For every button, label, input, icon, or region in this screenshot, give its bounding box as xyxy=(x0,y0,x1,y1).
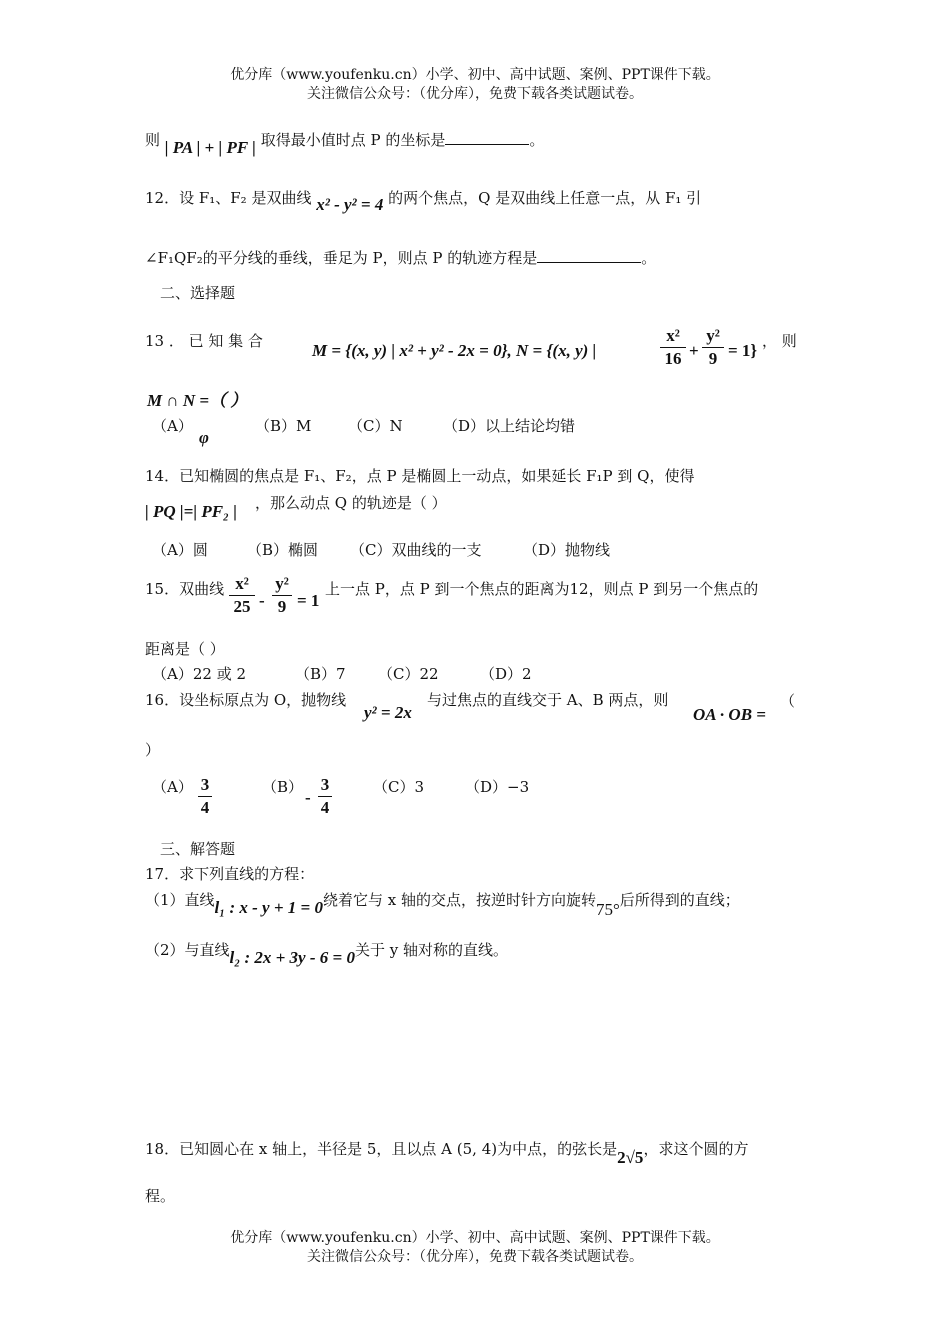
q12-math: x² - y² = 4 xyxy=(316,195,384,214)
q13-frac-1-den: 16 xyxy=(664,349,682,368)
q17-part-1 xyxy=(145,890,740,919)
q17-part-2-a: （2）与直线 xyxy=(145,941,230,959)
q11-prefix: 则 xyxy=(145,131,161,149)
q15-option-b: （B）7 xyxy=(295,665,346,683)
q14-line-2: ，那么动点 Q 的轨迹是（ ） xyxy=(255,494,447,512)
q12-line-1 xyxy=(145,188,702,214)
q16-prefix: 16．设坐标原点为 O，抛物线 xyxy=(145,691,347,709)
q17-stem: 17．求下列直线的方程： xyxy=(145,865,315,883)
q13-num: 13 ． 已 知 集 合 xyxy=(145,332,263,350)
q15-option-a: （A）22 或 2 xyxy=(152,665,246,683)
q13-math-m: M = {(x, y) | x² + y² - 2x = 0}, N = {(x, y) | xyxy=(312,341,597,360)
footer-line-2: 关注微信公众号：（优分库），免费下载各类试题试卷。 xyxy=(307,1249,643,1265)
q16-option-a-frac: 3 4 xyxy=(198,775,212,818)
header-line-1: 优分库（www.youfenku.cn）小学、初中、高中试题、案例、PPT课件下载。 xyxy=(230,67,720,83)
q12-text-b: 的两个焦点，Q 是双曲线上任意一点，从 F₁ 引 xyxy=(388,189,702,207)
q15-prefix: 15．双曲线 xyxy=(145,580,225,598)
q15-frac-1-den: 25 xyxy=(233,597,251,616)
q15-frac-1-num: x² xyxy=(235,574,249,593)
q16-math: y² = 2x xyxy=(364,703,412,722)
q12-end: 。 xyxy=(641,249,657,267)
q15-frac-1 xyxy=(229,574,255,617)
q15-minus: - xyxy=(259,591,265,610)
q16-option-a: （A） xyxy=(152,778,193,796)
section-2-title: 二、选择题 xyxy=(160,284,236,302)
q15-line-2: 距离是（ ） xyxy=(145,640,225,658)
q15-frac-2-den: 9 xyxy=(277,597,287,616)
q18-math: 2√5 xyxy=(617,1148,644,1167)
q13-frac-2-num: y² xyxy=(706,326,720,345)
q16-text: 与过焦点的直线交于 A、B 两点，则 xyxy=(427,691,669,709)
q11-blank xyxy=(445,130,529,145)
q16-option-c: （C）3 xyxy=(373,778,425,796)
q14-option-a: （A）圆 xyxy=(152,541,208,559)
q15-frac-2 xyxy=(272,574,292,617)
footer-line-1: 优分库（www.youfenku.cn）小学、初中、高中试题、案例、PPT课件下载。 xyxy=(230,1230,720,1246)
q18-text: 18．已知圆心在 x 轴上，半径是 5，且以点 A (5, 4)为中点，的弦长是 xyxy=(145,1140,618,1158)
q13-tail: ， 则 xyxy=(762,332,797,350)
q16-paren-close: ） xyxy=(145,741,161,759)
q17-part-2 xyxy=(145,940,508,967)
q14-option-d: （D）抛物线 xyxy=(523,541,611,559)
q14-line-1: 14．已知椭圆的焦点是 F₁、F₂，点 P 是椭圆上一动点，如果延长 F₁P 到 Q，使得 xyxy=(145,467,695,485)
q17-part-2-b: 关于 y 轴对称的直线。 xyxy=(354,941,508,959)
q17-part-1-b: 绕着它与 x 轴的交点，按逆时针方向旋转 xyxy=(322,891,596,909)
q16-paren-open: （ xyxy=(780,692,796,710)
q18-line-2: 程。 xyxy=(145,1187,176,1205)
q17-part-2-math: l₂ : 2x + 3y - 6 = 0 xyxy=(229,948,355,967)
q18-line-1 xyxy=(145,1139,749,1167)
q11-text: 取得最小值时点 P 的坐标是 xyxy=(260,131,446,149)
q11-line xyxy=(145,130,545,157)
q13-option-d: （D）以上结论均错 xyxy=(443,417,576,435)
q13-option-c: （C）N xyxy=(348,417,403,435)
q16-option-d: （D）−3 xyxy=(465,778,530,796)
section-3-title: 三、解答题 xyxy=(160,840,236,858)
q17-part-1-c: 后所得到的直线； xyxy=(619,891,740,909)
q17-part-1-a: （1）直线 xyxy=(145,891,215,909)
q12-blank xyxy=(537,248,641,263)
q15-option-c: （C）22 xyxy=(378,665,439,683)
q15-text: 上一点 P，点 P 到一个焦点的距离为12，则点 P 到另一个焦点的 xyxy=(325,580,759,598)
q16-option-b-frac: 3 4 xyxy=(318,775,332,818)
q16-option-b: （B） xyxy=(262,778,304,796)
q12-text-a: 12．设 F₁、F₂ 是双曲线 xyxy=(145,189,312,207)
q16-math-2: OA · OB = xyxy=(693,705,766,724)
q14-option-c: （C）双曲线的一支 xyxy=(350,541,482,559)
q17-part-1-angle: 75° xyxy=(595,900,620,919)
q12-line-2 xyxy=(145,248,656,268)
q11-end: 。 xyxy=(529,131,545,149)
q13-frac-1-num: x² xyxy=(666,326,680,345)
q11-math: | PA | + | PF | xyxy=(164,138,256,157)
q12-text-2: ∠F₁QF₂的平分线的垂线，垂足为 P，则点 P 的轨迹方程是 xyxy=(145,249,538,267)
q13-option-a-phi: φ xyxy=(199,428,209,447)
q13-plus: + xyxy=(689,341,699,360)
q17-part-1-math: l₁ : x - y + 1 = 0 xyxy=(214,898,323,917)
q14-math: | PQ |=| PF₂ | xyxy=(145,502,237,521)
q15-eq: = 1 xyxy=(297,591,320,610)
q13-stem: M ∩ N =（ ） xyxy=(147,391,248,410)
q15-option-d: （D）2 xyxy=(480,665,532,683)
q15-frac-2-num: y² xyxy=(275,574,289,593)
q13-option-b: （B）M xyxy=(255,417,312,435)
q16-option-b-sign: - xyxy=(305,788,311,807)
q14-option-b: （B）椭圆 xyxy=(247,541,319,559)
q13-math-end: = 1} xyxy=(728,341,758,360)
q18-tail: ，求这个圆的方 xyxy=(643,1140,749,1158)
q13-frac-2 xyxy=(702,326,724,369)
q13-option-a: （A） xyxy=(152,417,193,435)
q13-frac-2-den: 9 xyxy=(708,349,718,368)
q13-frac-1 xyxy=(660,326,686,369)
header-line-2: 关注微信公众号：（优分库），免费下载各类试题试卷。 xyxy=(307,86,643,102)
